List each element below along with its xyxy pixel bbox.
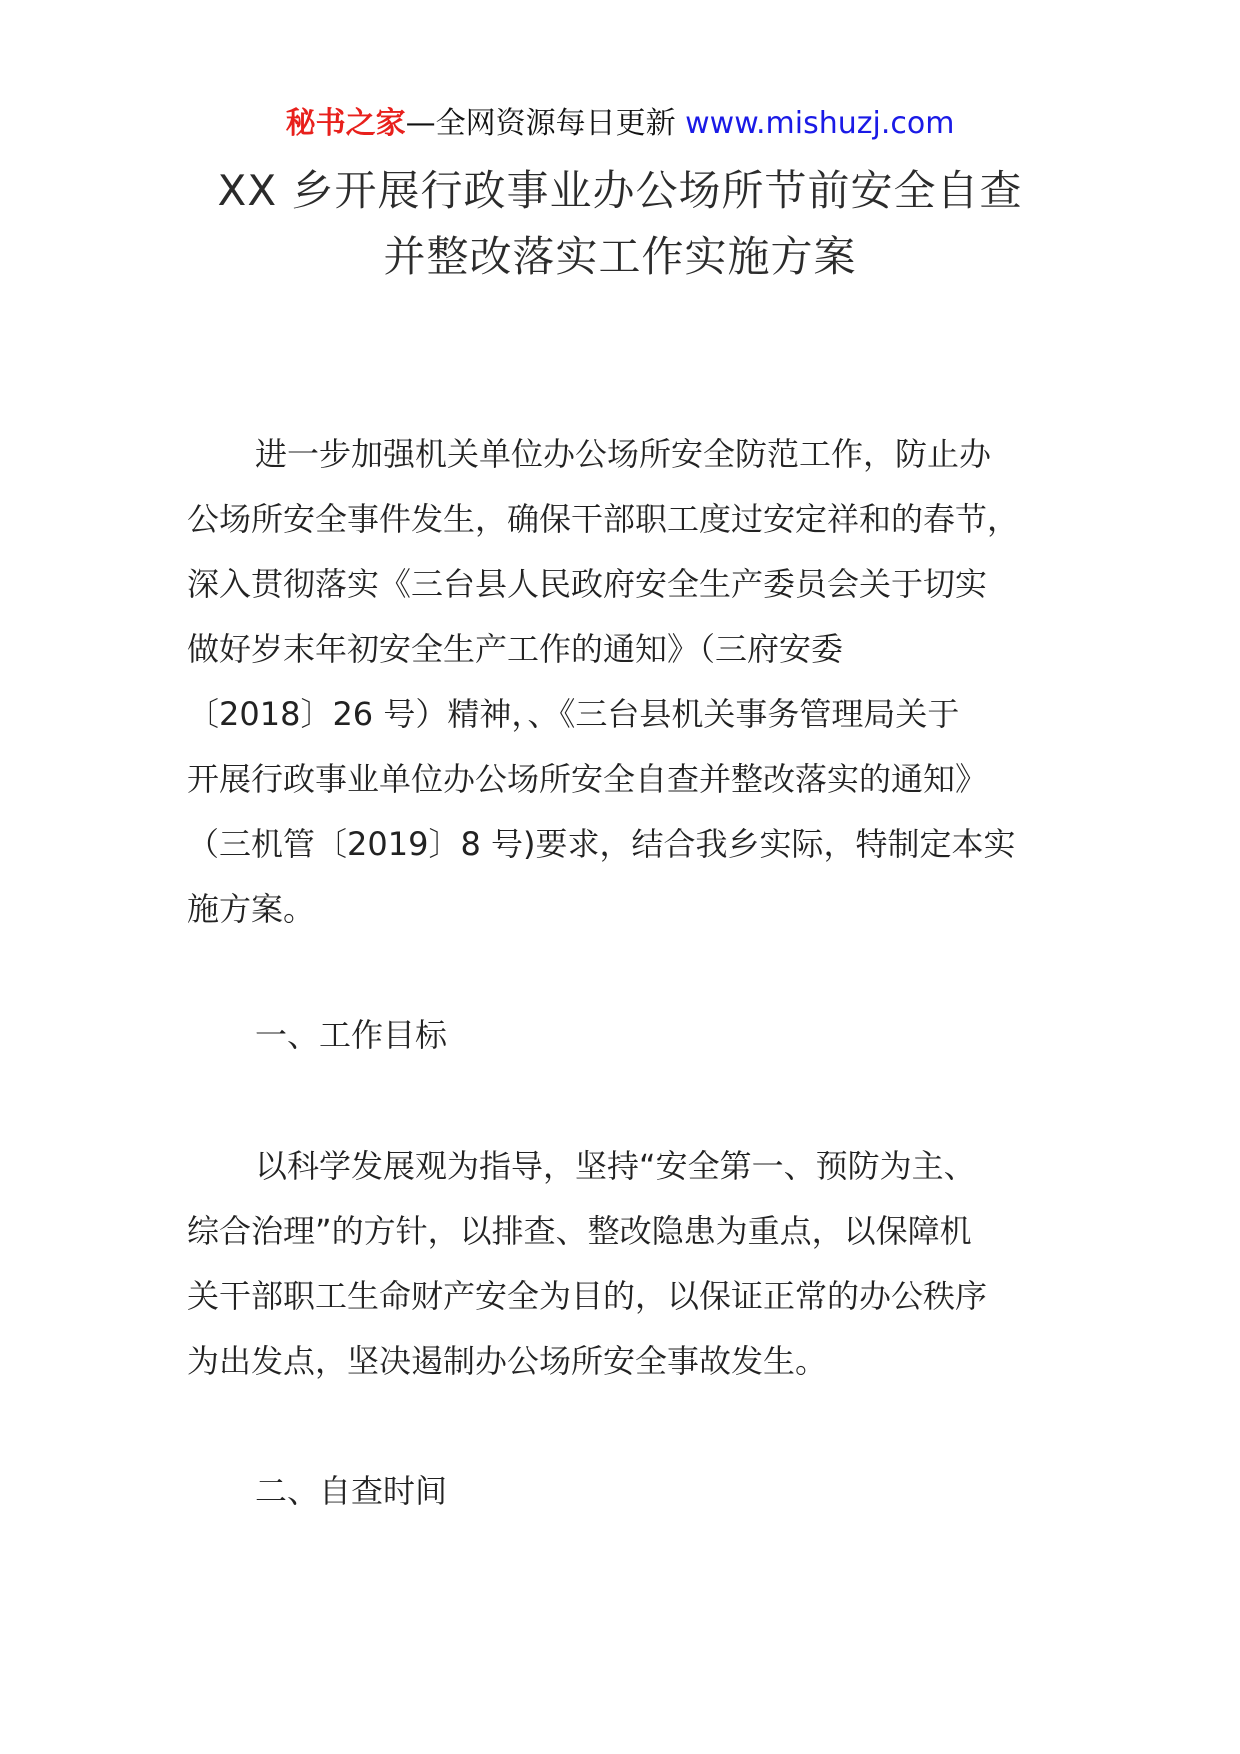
paragraph-line: 深入贯彻落实《三台县人民政府安全生产委员会关于切实: [187, 565, 988, 603]
site-header: [0, 104, 1240, 144]
section-heading-goals: [187, 1003, 1067, 1068]
paragraph-line: 综合治理”的方针，以排查、整改隐患为重点，以保障机: [187, 1212, 972, 1250]
section-heading-time: [187, 1459, 1067, 1524]
paragraph-line: 进一步加强机关单位办公场所安全防范工作，防止办: [255, 435, 992, 473]
brand-name: 秘书之家: [285, 106, 406, 141]
paragraph-line: 以科学发展观为指导，坚持“安全第一、预防为主、: [255, 1147, 976, 1185]
paragraph-line: 公场所安全事件发生，确保干部职工度过安定祥和的春节，: [187, 500, 1020, 538]
header-tagline: —全网资源每日更新: [405, 106, 686, 141]
paragraph-line: （三机管〔2019〕8 号)要求，结合我乡实际，特制定本实: [187, 825, 1016, 863]
document-title-line-1: XX 乡开展行政事业办公场所节前安全自查: [217, 166, 1023, 215]
section-heading-text: 二、自查时间: [255, 1472, 448, 1510]
intro-paragraph: [187, 422, 1067, 942]
paragraph-line: 开展行政事业单位办公场所安全自查并整改落实的通知》: [187, 760, 988, 798]
site-url-link[interactable]: www.mishuzj.com: [685, 106, 955, 141]
section-heading-text: 一、工作目标: [255, 1016, 448, 1054]
goals-paragraph: [187, 1134, 1067, 1394]
paragraph-line: 施方案。: [187, 890, 316, 928]
paragraph-line: 关干部职工生命财产安全为目的，以保证正常的办公秩序: [187, 1277, 988, 1315]
paragraph-line: 为出发点，坚决遏制办公场所安全事故发生。: [187, 1342, 828, 1380]
paragraph-line: 〔2018〕26 号）精神，、《三台县机关事务管理局关于: [187, 695, 960, 733]
paragraph-line: 做好岁末年初安全生产工作的通知》（三府安委: [187, 630, 844, 668]
document-title-line-2: 并整改落实工作实施方案: [383, 232, 857, 281]
